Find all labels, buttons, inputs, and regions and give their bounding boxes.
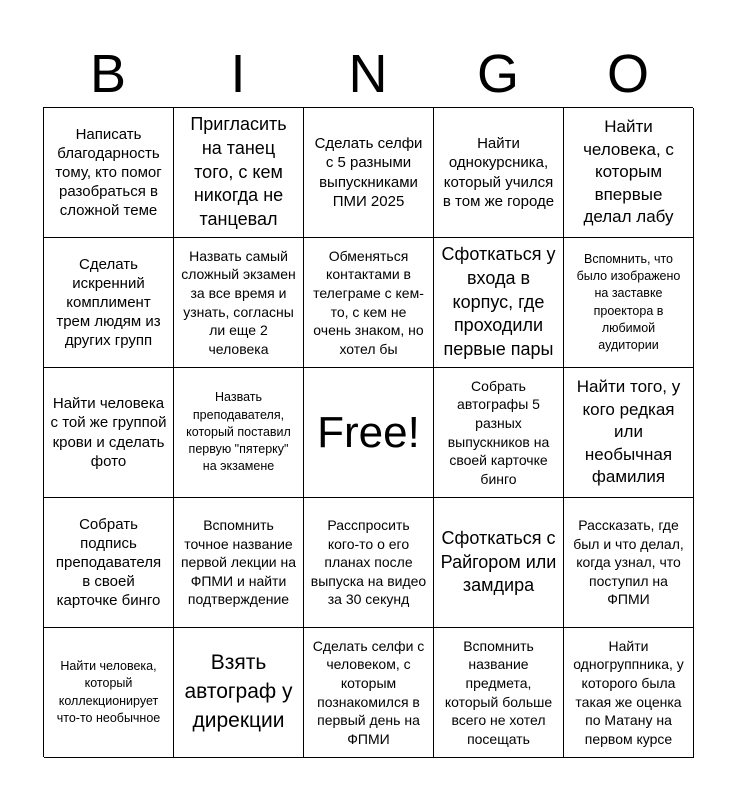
cell-text: Назвать самый сложный экзамен за все время и узнать, согласны ли еще 2 человека — [181, 247, 296, 357]
bingo-cell-r3c1[interactable] — [44, 368, 174, 498]
cell-text: Найти человека с той же группой крови и сделать фото — [50, 395, 167, 470]
bingo-cell-r4c5[interactable] — [564, 498, 694, 628]
bingo-cell-r4c2[interactable] — [174, 498, 304, 628]
cell-text: Найти одногруппника, у которого была такая же оценка по Матану на первом курсе — [573, 637, 684, 747]
bingo-cell-r2c2[interactable] — [174, 238, 304, 368]
cell-text: Вспомнить название предмета, который больше всего не хотел посещать — [444, 637, 553, 747]
bingo-cell-r5c2[interactable] — [174, 628, 304, 758]
cell-text: Найти однокурсника, который учился в том же городе — [442, 135, 555, 210]
cell-text: Сфоткаться у входа в корпус, где проходили первые пары — [441, 244, 556, 360]
cell-text: Обменяться контактами в телеграме с кем-то, с кем не очень знаком, но хотел бы — [313, 247, 424, 357]
bingo-cell-r3c2[interactable] — [174, 368, 304, 498]
header-letter-n: N — [348, 44, 388, 104]
cell-text: Найти человека, который коллекционирует что-то необычное — [56, 659, 161, 725]
cell-text: Найти человека, с которым впервые делал лабу — [583, 117, 674, 227]
cell-text: Собрать автографы 5 разных выпускников на своей карточке бинго — [447, 377, 550, 487]
cell-text: Сделать селфи с человеком, с которым познакомился в первый день на ФПМИ — [312, 637, 425, 747]
cell-text: Рассказать, где был и что делал, когда узнал, что поступил на ФПМИ — [573, 516, 684, 608]
bingo-cell-r1c1[interactable] — [44, 108, 174, 238]
cell-text: Назвать преподавателя, который поставил первую "пятерку" на экзамене — [186, 390, 291, 474]
cell-text: Сфоткаться с Райгором или замдира — [440, 527, 557, 596]
bingo-cell-r5c5[interactable] — [564, 628, 694, 758]
bingo-cell-r5c3[interactable] — [304, 628, 434, 758]
bingo-cell-r2c3[interactable] — [304, 238, 434, 368]
cell-text: Найти того, у кого редкая или необычная фамилия — [576, 377, 681, 487]
cell-text: Пригласить на танец того, с кем никогда не танцевал — [190, 114, 287, 230]
bingo-cell-r2c5[interactable] — [564, 238, 694, 368]
bingo-cell-r1c2[interactable] — [174, 108, 304, 238]
cell-text: Расспросить кого-то о его планах после выпуска на видео за 30 секунд — [310, 516, 427, 608]
bingo-cell-r1c3[interactable] — [304, 108, 434, 238]
bingo-cell-r5c4[interactable] — [434, 628, 564, 758]
cell-text: Написать благодарность тому, кто помог разобраться в сложной теме — [55, 125, 162, 220]
bingo-cell-r4c4[interactable] — [434, 498, 564, 628]
free-space-label: Free! — [317, 407, 420, 457]
bingo-cell-r5c1[interactable] — [44, 628, 174, 758]
cell-text: Взять автограф у дирекции — [184, 651, 293, 732]
cell-text: Вспомнить точное название первой лекции на ФПМИ и найти подтверждение — [180, 516, 297, 608]
bingo-header — [43, 40, 693, 108]
header-letter-i: I — [230, 44, 246, 104]
bingo-cell-r1c5[interactable] — [564, 108, 694, 238]
cell-text: Вспомнить, что было изображено на заставке проектора в любимой аудитории — [576, 251, 681, 352]
bingo-cell-r4c3[interactable] — [304, 498, 434, 628]
bingo-cell-free[interactable] — [304, 368, 434, 498]
bingo-cell-r2c1[interactable] — [44, 238, 174, 368]
cell-text: Сделать селфи с 5 разными выпускниками ПМИ 2025 — [314, 135, 423, 210]
bingo-cell-r2c4[interactable] — [434, 238, 564, 368]
cell-text: Собрать подпись преподавателя в своей карточке бинго — [55, 515, 162, 610]
bingo-cell-r4c1[interactable] — [44, 498, 174, 628]
bingo-cell-r3c4[interactable] — [434, 368, 564, 498]
header-letter-b: B — [89, 44, 127, 104]
bingo-cell-r3c5[interactable] — [564, 368, 694, 498]
header-letter-o: O — [606, 44, 649, 104]
bingo-cell-r1c4[interactable] — [434, 108, 564, 238]
cell-text: Сделать искренний комплимент трем людям из других групп — [56, 255, 161, 350]
header-letter-g: G — [476, 44, 519, 104]
bingo-grid — [43, 107, 693, 757]
